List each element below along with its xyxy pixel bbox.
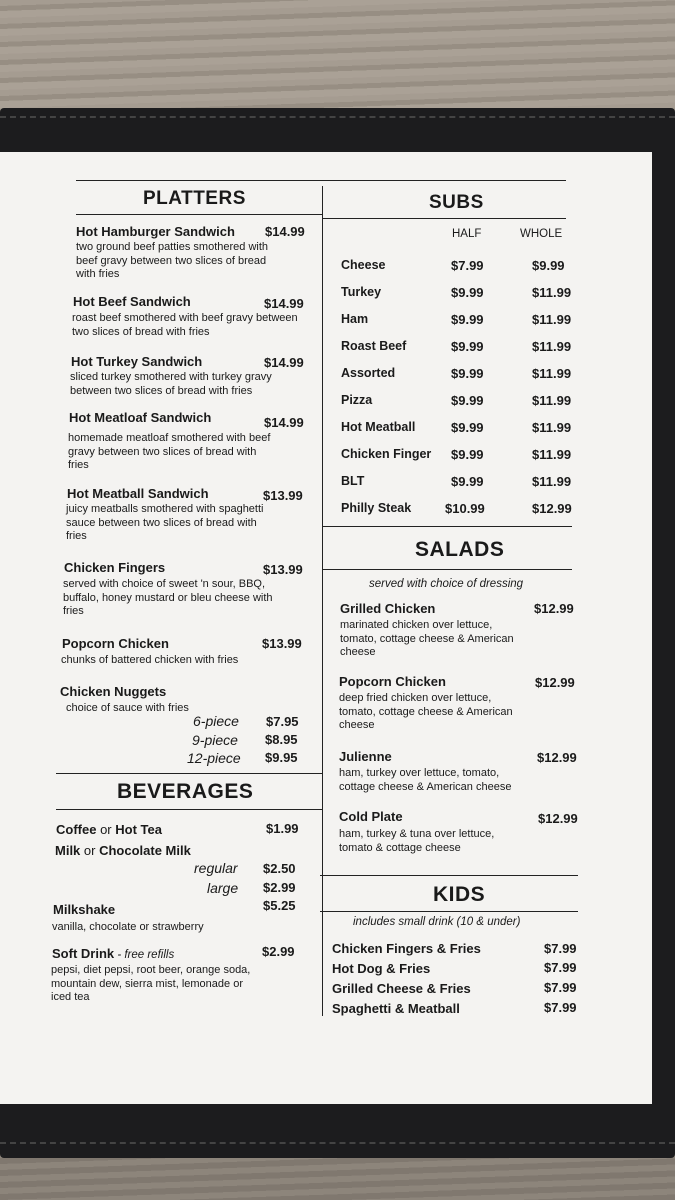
sub-whole-price: $11.99 [532, 339, 572, 354]
item-price: $13.99 [263, 488, 303, 503]
kids-item-price: $7.99 [544, 960, 577, 975]
sub-name: Assorted [341, 366, 396, 380]
item-desc: roast beef smothered with beef gravy between two slices of bread with fries [72, 312, 298, 338]
sub-half-price: $7.99 [451, 258, 484, 273]
sub-whole-price: $11.99 [532, 366, 572, 381]
sub-name: Hot Meatball [341, 420, 416, 434]
soft-drink-desc: pepsi, diet pepsi, root beer, orange soda, mountain dew, sierra mist, lemonade or iced tea [51, 964, 251, 1003]
sub-whole-price: $11.99 [532, 393, 572, 408]
item-name: Popcorn Chicken [62, 636, 169, 651]
kids-note: includes small drink (10 & under) [353, 916, 521, 928]
soft-drink-name: Soft Drink [52, 946, 115, 961]
size-label: large [207, 880, 239, 896]
coffee-label: Coffee [56, 822, 97, 837]
size-price: $2.99 [263, 880, 296, 895]
kids-title: KIDS [433, 883, 486, 906]
soft-drink-line [52, 946, 174, 961]
subs-title: SUBS [429, 192, 484, 213]
size-price: $7.95 [266, 714, 299, 729]
or-text: or [96, 822, 116, 837]
item-desc: ham, turkey over lettuce, tomato, cottage cheese & American cheese [339, 767, 512, 793]
kids-item-name: Hot Dog & Fries [332, 961, 431, 976]
item-desc: marinated chicken over lettuce, tomato, cottage cheese & American cheese [340, 619, 514, 658]
item-price: $14.99 [265, 224, 305, 239]
soft-drink-note: - free refills [114, 949, 175, 961]
item-name: Grilled Chicken [340, 601, 436, 616]
item-name: Chicken Nuggets [60, 684, 167, 699]
subs-col-whole: WHOLE [520, 228, 563, 240]
kids-rule-top [320, 875, 578, 876]
menu-page [0, 152, 652, 1104]
beverages-title: BEVERAGES [117, 780, 254, 803]
item-price: $14.99 [264, 355, 304, 370]
wood-table-top [0, 0, 675, 120]
milk-line [55, 843, 191, 858]
item-desc: juicy meatballs smothered with spaghetti sauce between two slices of bread with fries [66, 503, 264, 542]
item-price: $13.99 [263, 562, 303, 577]
kids-item-name: Grilled Cheese & Fries [332, 981, 471, 996]
top-rule [76, 180, 566, 181]
sub-name: Chicken Finger [341, 447, 432, 461]
kids-item-name: Chicken Fingers & Fries [332, 941, 481, 956]
item-price: $12.99 [537, 750, 577, 765]
sub-half-price: $9.99 [451, 285, 484, 300]
kids-item-name: Spaghetti & Meatball [332, 1001, 460, 1016]
platters-rule [76, 214, 322, 215]
item-price: $12.99 [538, 811, 578, 826]
milk-label: Milk [55, 843, 81, 858]
tea-label: Hot Tea [115, 822, 162, 837]
sub-half-price: $9.99 [451, 474, 484, 489]
item-name: Cold Plate [339, 809, 403, 824]
item-price: $12.99 [535, 675, 575, 690]
soft-drink-price: $2.99 [262, 944, 295, 959]
size-label: 12-piece [187, 750, 241, 766]
platters-title: PLATTERS [143, 188, 246, 209]
item-desc: sliced turkey smothered with turkey gravy between two slices of bread with fries [70, 371, 272, 397]
size-price: $9.95 [265, 750, 298, 765]
sub-half-price: $10.99 [445, 501, 485, 516]
item-desc: homemade meatloaf smothered with beef gravy between two slices of bread with fries [68, 432, 271, 471]
item-price: $13.99 [262, 636, 302, 651]
salads-note: served with choice of dressing [369, 578, 524, 590]
coffee-line [56, 822, 162, 837]
sub-whole-price: $12.99 [532, 501, 572, 516]
item-desc: deep fried chicken over lettuce, tomato, cottage cheese & American cheese [339, 692, 513, 731]
beverages-rule-top [56, 773, 322, 774]
size-price: $8.95 [265, 732, 298, 747]
coffee-price: $1.99 [266, 821, 299, 836]
sub-name: Turkey [341, 285, 382, 299]
or-text: or [80, 843, 100, 858]
item-price: $14.99 [264, 415, 304, 430]
subs-rule [322, 218, 566, 219]
milkshake-name: Milkshake [53, 902, 116, 917]
sub-half-price: $9.99 [451, 366, 484, 381]
sub-whole-price: $11.99 [532, 420, 572, 435]
sub-name: Ham [341, 312, 369, 326]
item-name: Hot Meatball Sandwich [67, 486, 209, 501]
sub-half-price: $9.99 [451, 420, 484, 435]
size-label: 9-piece [192, 732, 238, 748]
item-name: Julienne [339, 749, 392, 764]
sub-whole-price: $9.99 [532, 258, 565, 273]
item-desc: choice of sauce with fries [66, 702, 189, 714]
kids-item-price: $7.99 [544, 980, 577, 995]
sub-whole-price: $11.99 [532, 285, 572, 300]
kids-item-price: $7.99 [544, 941, 577, 956]
item-name: Hot Turkey Sandwich [71, 354, 203, 369]
sub-name: Roast Beef [341, 339, 407, 353]
chocolate-milk-label: Chocolate Milk [99, 843, 191, 858]
item-name: Hot Hamburger Sandwich [76, 224, 235, 239]
item-desc: ham, turkey & tuna over lettuce, tomato & cottage cheese [339, 828, 495, 854]
sub-half-price: $9.99 [451, 339, 484, 354]
sub-whole-price: $11.99 [532, 447, 572, 462]
item-price: $14.99 [264, 296, 304, 311]
size-label: 6-piece [193, 713, 239, 729]
sub-name: Cheese [341, 258, 386, 272]
salads-rule-bottom [322, 569, 572, 570]
item-desc: served with choice of sweet 'n sour, BBQ, buffalo, honey mustard or bleu cheese with fries [63, 578, 273, 617]
sub-whole-price: $11.99 [532, 312, 572, 327]
sub-name: Pizza [341, 393, 373, 407]
kids-item-price: $7.99 [544, 1000, 577, 1015]
item-name: Hot Beef Sandwich [73, 294, 191, 309]
salads-rule-top [322, 526, 572, 527]
item-name: Popcorn Chicken [339, 674, 446, 689]
size-price: $2.50 [263, 861, 296, 876]
sub-name: Philly Steak [341, 501, 412, 515]
milkshake-price: $5.25 [263, 898, 296, 913]
item-desc: two ground beef patties smothered with beef gravy between two slices of bread with fries [76, 241, 269, 280]
beverages-rule-bottom [56, 809, 322, 810]
item-price: $12.99 [534, 601, 574, 616]
milkshake-desc: vanilla, chocolate or strawberry [52, 921, 204, 933]
kids-rule-bottom [320, 911, 578, 912]
sub-whole-price: $11.99 [532, 474, 572, 489]
subs-col-half: HALF [452, 228, 482, 240]
column-divider [322, 186, 323, 1016]
sub-half-price: $9.99 [451, 312, 484, 327]
item-name: Chicken Fingers [64, 560, 166, 575]
size-label: regular [194, 860, 238, 876]
item-name: Hot Meatloaf Sandwich [69, 410, 212, 425]
salads-title: SALADS [415, 538, 505, 561]
sub-half-price: $9.99 [451, 393, 484, 408]
sub-name: BLT [341, 474, 365, 488]
sub-half-price: $9.99 [451, 447, 484, 462]
item-desc: chunks of battered chicken with fries [61, 654, 239, 666]
